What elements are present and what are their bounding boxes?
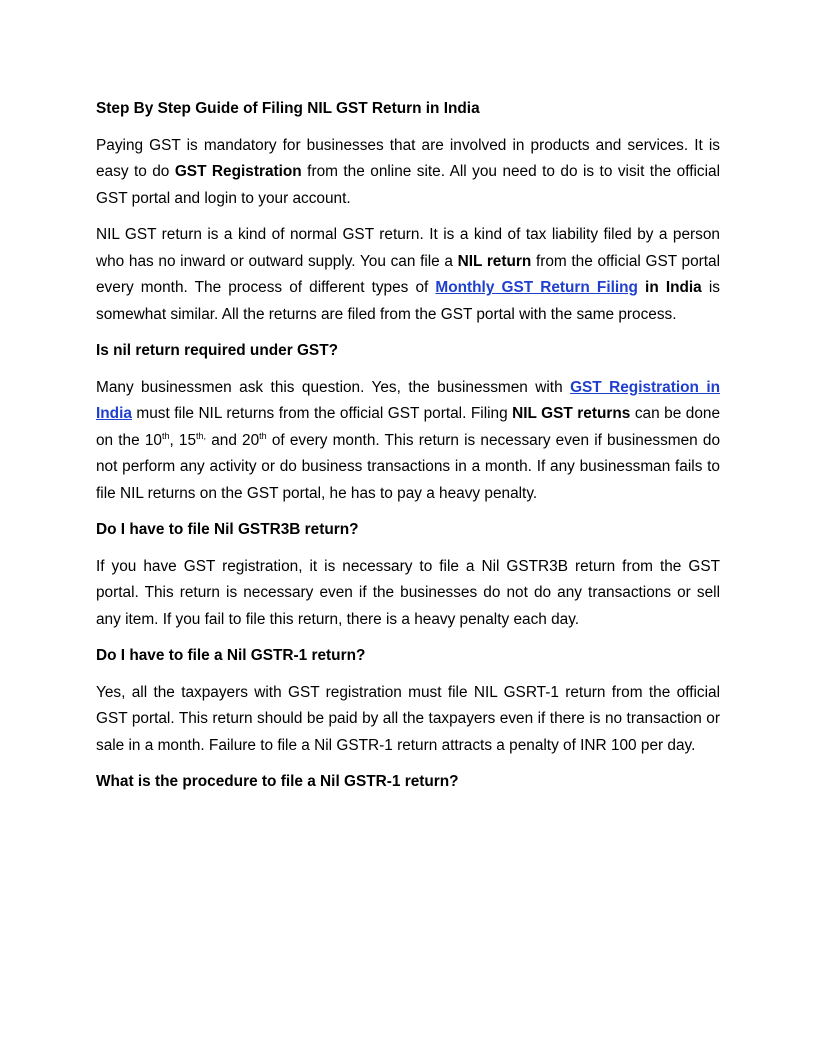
monthly-gst-return-filing-link[interactable]: Monthly GST Return Filing [435,279,638,296]
text-run: from the official GST portal every month. The process of different types of [96,252,721,296]
text-run: , 15 [169,431,197,449]
heading-gstr1: Do I have to file a Nil GSTR-1 return? [96,647,366,664]
document-page [96,96,720,806]
text-run: Many businessmen ask this question. Yes, the businessmen with [96,378,571,396]
gst-registration-in-india-link[interactable]: GST Registration in India [96,378,721,422]
superscript: th [259,430,267,441]
text-run: can be done on the 10 [96,405,721,449]
paragraph-gstr1: Yes, all the taxpayers with GST registration must file NIL GSRT-1 return from the official GST portal. This return should be paid by all the taxpayers even if there is no transaction or sale in a month. Failure to file a Nil GSTR-1 return attracts a penalty of INR 100 per day. [96,683,720,754]
heading-gstr3b: Do I have to file Nil GSTR3B return? [96,521,359,538]
bold-text: NIL GST returns [512,405,631,422]
paragraph-intro [96,133,720,213]
text-run: and 20 [206,431,260,449]
text-run: must file NIL returns from the official GST portal. Filing [131,405,513,422]
heading-nil-return-required: Is nil return required under GST? [96,342,339,359]
superscript: th, [196,430,207,441]
text-run: NIL GST return is a kind of normal GST return. It is a kind of tax liability filed by a person who has no inward or outward supply. You can file a [96,226,720,270]
text-run: Paying GST is mandatory for businesses that are involved in products and services. It is easy to do [96,136,720,180]
bold-text: GST Registration [174,163,302,180]
text-run: is somewhat similar. All the returns are filed from the GST portal with the same process. [96,279,720,323]
superscript: th [161,430,170,441]
paragraph-gstr3b: If you have GST registration, it is necessary to file a Nil GSTR3B return from the GST portal. This return is necessary even if the businesses do not do any transactions or sell any item. If you fail to file this return, there is a heavy penalty each day. [96,557,720,628]
text-run: from the online site. All you need to do is to visit the official GST portal and login to your account. [96,163,720,207]
paragraph-required [96,375,720,508]
paragraph-nil-return [96,222,720,328]
heading-procedure: What is the procedure to file a Nil GSTR-1 return? [96,773,459,790]
bold-text: NIL return [457,252,532,270]
text-run: of every month. This return is necessary even if businessmen do not perform any activity or do business transactions in a month. If any businessman fails to file NIL returns on the GST portal, he has to pay a heavy penalty. [96,431,721,502]
document-title: Step By Step Guide of Filing NIL GST Return in India [96,100,480,117]
bold-text: in India [637,279,702,296]
